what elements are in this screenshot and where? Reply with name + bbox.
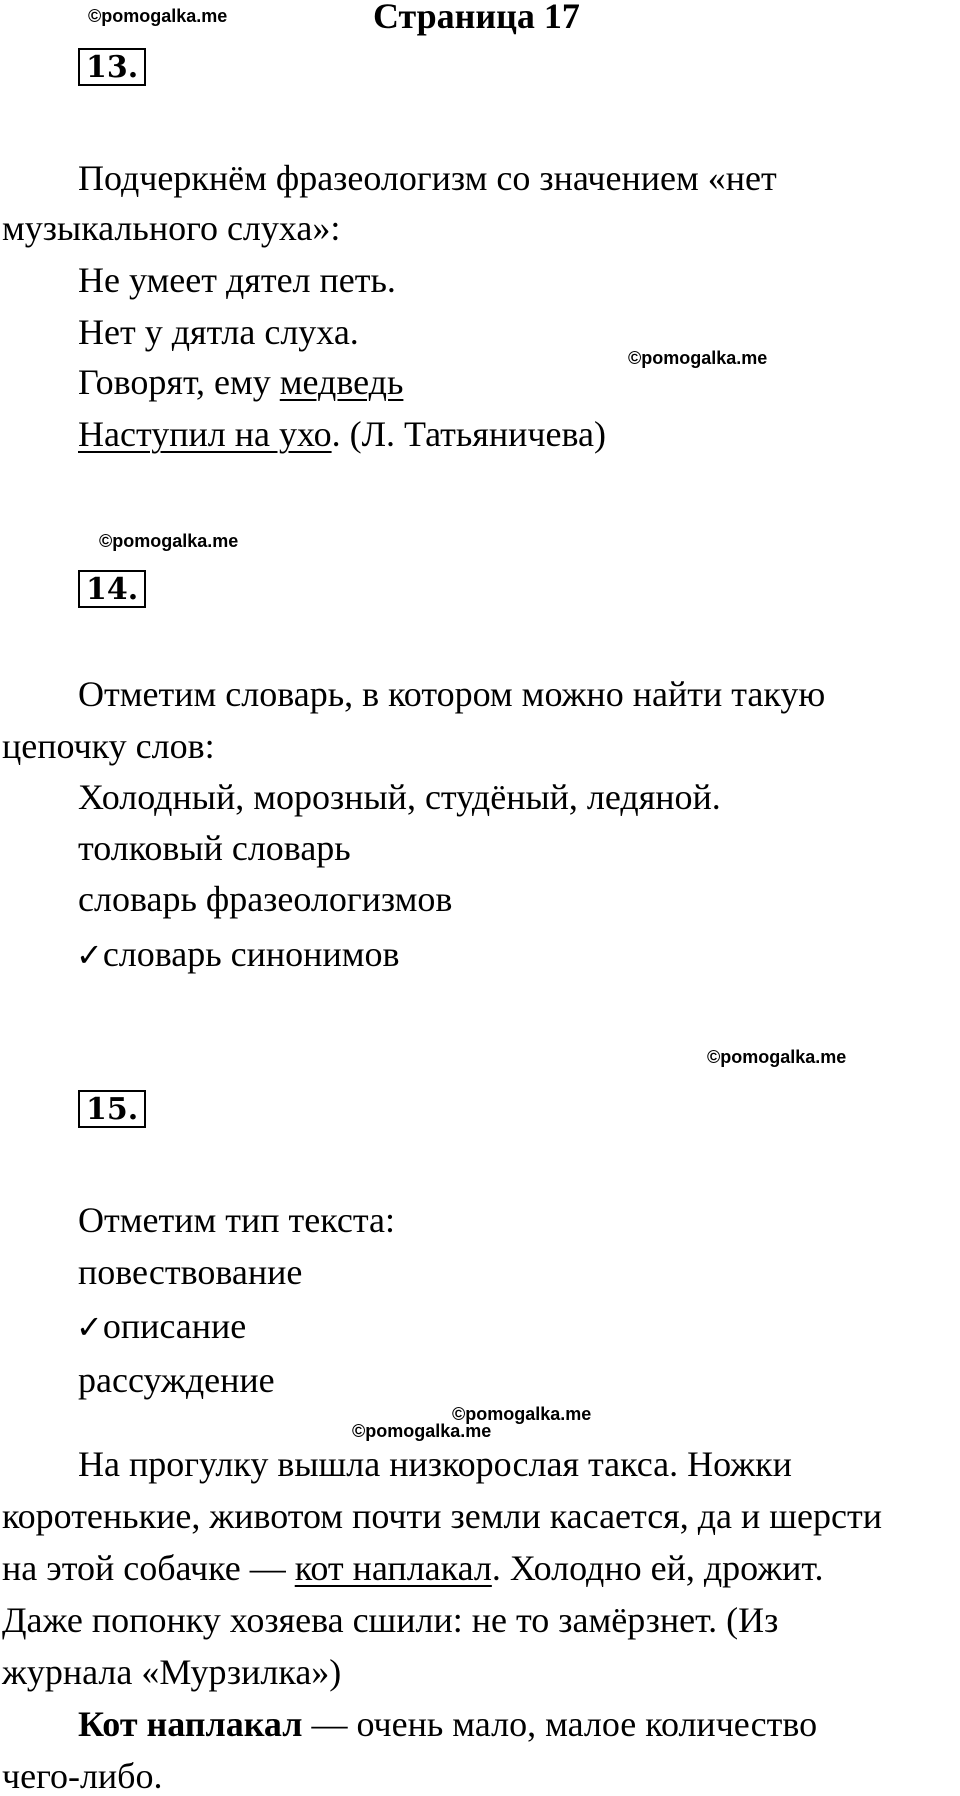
task-15-para-line2: коротенькие, животом почти земли касается, да и шерсти [2,1496,882,1536]
para-line3-pre: на этой собачке — [2,1548,295,1588]
task-13-poem-line4 [78,414,606,454]
task-15-definition [78,1704,817,1744]
task-14-number [78,570,146,608]
task-14-intro-line1: Отметим словарь, в котором можно найти такую [78,674,826,714]
watermark-task15: ©pomogalka.me [707,1047,847,1067]
task-15-number-dot: . [127,1091,139,1127]
task-14-option-2: словарь фразеологизмов [78,879,453,919]
task-14-option-3-label: словарь синонимов [102,934,400,974]
definition-term: Кот наплакал [78,1704,303,1744]
definition-text: — очень мало, малое количество [302,1704,818,1744]
task-13-intro-line1: Подчеркнём фразеологизм со значением «нет [78,158,777,198]
check-icon: ✓ [76,936,103,974]
task-15-number-text: 15 [86,1091,128,1127]
task-13-poem-line1: Не умеет дятел петь. [78,260,396,300]
task-15-number [78,1090,146,1128]
task-14-number-dot: . [127,571,139,607]
poem-line4-author: . (Л. Татьяничева) [331,414,606,454]
task-13-number-dot: . [127,49,139,85]
watermark-overlap-1: ©pomogalka.me [452,1404,592,1424]
task-14-option-1: толковый словарь [78,828,351,868]
task-13-number-text: 13 [86,49,128,85]
task-13-poem-line3 [78,362,403,402]
task-15-para-line5: журнала «Мурзилка») [2,1652,342,1692]
task-13-number [78,48,146,86]
task-14-option-3 [76,934,400,975]
check-icon: ✓ [76,1308,103,1346]
underlined-medved: медведь [279,362,404,402]
watermark-task13: ©pomogalka.me [628,348,768,368]
task-15-para-line1: На прогулку вышла низкорослая такса. Ножки [78,1444,792,1484]
watermark-top: ©pomogalka.me [88,6,228,26]
task-14-number-text: 14 [86,571,128,607]
task-13-poem-line2: Нет у дятла слуха. [78,312,359,352]
para-line3-post: . Холодно ей, дрожит. [491,1548,824,1588]
task-14-words: Холодный, морозный, студёный, ледяной. [78,777,721,817]
task-14-intro-line2: цепочку слов: [2,726,215,766]
task-15-option-2 [76,1306,246,1347]
page-title: Страница 17 [373,0,580,36]
poem-line3-text: Говорят, ему [78,362,280,402]
task-15-para-line4: Даже попонку хозяева сшили: не то замёрзнет. (Из [2,1600,779,1640]
underlined-kot-naplakal: кот наплакал [294,1548,492,1588]
task-15-definition-line2: чего-либо. [2,1756,163,1796]
task-15-intro: Отметим тип текста: [78,1200,395,1240]
task-15-option-2-label: описание [102,1306,247,1346]
watermark-overlap-2: ©pomogalka.me [352,1421,492,1441]
task-13-intro-line2: музыкального слуха»: [2,208,341,248]
watermark-task14: ©pomogalka.me [99,531,239,551]
task-15-option-3: рассуждение [78,1360,275,1400]
task-15-option-1: повествование [78,1252,303,1292]
underlined-nastupil-na-ukho: Наступил на ухо [78,414,332,454]
task-15-para-line3 [2,1548,823,1588]
